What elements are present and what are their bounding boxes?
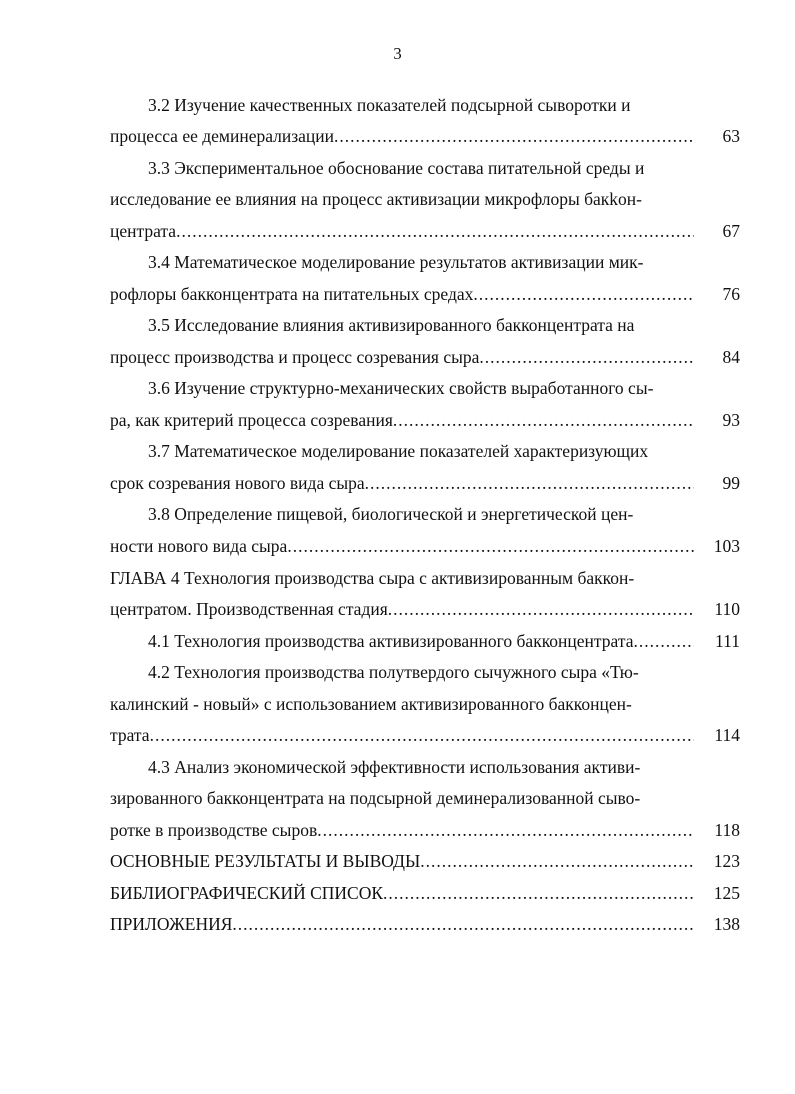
toc-results-text: ОСНОВНЫЕ РЕЗУЛЬТАТЫ И ВЫВОДЫ xyxy=(110,851,421,871)
toc-entry-3-5-page: 84 xyxy=(722,347,740,367)
toc-entry-4-2-page: 114 xyxy=(714,725,740,745)
toc-entry-3-4-page: 76 xyxy=(722,284,740,304)
toc-entry-3-5-last[interactable] xyxy=(110,345,740,369)
toc-entry-4-2-line-1: 4.2 Технология производства полутвердого сычужного сыра «Тю- xyxy=(148,662,639,682)
dot-leader xyxy=(479,345,694,369)
toc-appendices-text: ПРИЛОЖЕНИЯ xyxy=(110,914,233,934)
dot-leader xyxy=(633,629,694,653)
toc-entry-3-3-last[interactable] xyxy=(110,219,740,243)
toc-entry-3-2-page: 63 xyxy=(722,126,740,146)
toc-entry-3-6-last[interactable] xyxy=(110,408,740,432)
toc-chapter-4-text: центратом. Производственная стадия xyxy=(110,599,388,619)
toc-entry-4-2-last[interactable] xyxy=(110,723,740,747)
toc-entry-4-3-text: ротке в производстве сыров xyxy=(110,820,318,840)
toc-entry-4-3-line-1: 4.3 Анализ экономической эффективности использования активи- xyxy=(148,757,641,777)
toc-entry-3-2-last[interactable] xyxy=(110,124,740,148)
toc-entry-4-3-page: 118 xyxy=(714,820,740,840)
toc-entry-3-4-line-1: 3.4 Математическое моделирование результатов активизации мик- xyxy=(148,252,644,272)
toc-chapter-4-line-1: ГЛАВА 4 Технология производства сыра с активизированным баккон- xyxy=(110,568,635,588)
toc-entry-3-5-text: процесс производства и процесс созревания сыра xyxy=(110,347,480,367)
dot-leader xyxy=(388,597,694,621)
toc-entry-4-2-text: трата xyxy=(110,725,150,745)
toc-entry-3-3-page: 67 xyxy=(722,221,740,241)
toc-appendices-page: 138 xyxy=(713,914,740,934)
toc-chapter-4-last[interactable] xyxy=(110,597,740,621)
toc-entry-3-3-line-2: исследование ее влияния на процесс активизации микрофлоры бакkон- xyxy=(110,189,642,209)
toc-appendices[interactable] xyxy=(110,912,740,936)
toc-entry-3-2-text: процесса ее деминерализации xyxy=(110,126,335,146)
toc-entry-3-8-line-1: 3.8 Определение пищевой, биологической и энергетической цен- xyxy=(148,504,634,524)
dot-leader xyxy=(365,471,694,495)
dot-leader xyxy=(420,849,694,873)
toc-entry-3-6-text: ра, как критерий процесса созревания xyxy=(110,410,393,430)
dot-leader xyxy=(232,912,694,936)
dot-leader xyxy=(287,534,694,558)
toc-entry-4-2-line-2: калинский - новый» с использованием активизированного бакконцен- xyxy=(110,694,632,714)
dot-leader xyxy=(317,818,694,842)
toc-results[interactable] xyxy=(110,849,740,873)
toc-entry-4-3-last[interactable] xyxy=(110,818,740,842)
dot-leader xyxy=(334,124,694,148)
page-number: 3 xyxy=(393,44,402,63)
dot-leader xyxy=(393,408,694,432)
toc-entry-4-1-last[interactable] xyxy=(148,629,740,653)
dot-leader xyxy=(176,219,694,243)
toc-entry-3-8-page: 103 xyxy=(713,536,740,556)
toc-results-page: 123 xyxy=(713,851,740,871)
toc-bibliography-page: 125 xyxy=(713,883,740,903)
toc-entry-3-7-last[interactable] xyxy=(110,471,740,495)
toc-entry-3-6-line-1: 3.6 Изучение структурно-механических свойств выработанного сы- xyxy=(148,378,654,398)
toc-entry-3-4-last[interactable] xyxy=(110,282,740,306)
toc-entry-3-7-page: 99 xyxy=(722,473,740,493)
toc-entry-3-4-text: рофлоры бакконцентрата на питательных средах xyxy=(110,284,474,304)
toc-entry-3-7-text: срок созревания нового вида сыра xyxy=(110,473,365,493)
toc-entry-4-3-line-2: зированного бакконцентрата на подсырной деминерализованной сыво- xyxy=(110,788,641,808)
toc-bibliography[interactable] xyxy=(110,881,740,905)
toc-entry-3-5-line-1: 3.5 Исследование влияния активизированного бакконцентрата на xyxy=(148,315,635,335)
dot-leader xyxy=(383,881,694,905)
toc-chapter-4-page: 110 xyxy=(714,599,740,619)
dot-leader xyxy=(150,723,694,747)
toc-entry-4-1-text: 4.1 Технология производства активизированного бакконцентрата xyxy=(148,631,634,651)
dot-leader xyxy=(473,282,694,306)
toc-entry-3-7-line-1: 3.7 Математическое моделирование показателей характеризующих xyxy=(148,441,649,461)
toc-entry-3-8-last[interactable] xyxy=(110,534,740,558)
toc-entry-3-6-page: 93 xyxy=(722,410,740,430)
toc-entry-3-3-text: центрата xyxy=(110,221,177,241)
toc-entry-3-2-line-1: 3.2 Изучение качественных показателей подсырной сыворотки и xyxy=(148,95,631,115)
toc-entry-3-8-text: ности нового вида сыра xyxy=(110,536,288,556)
toc-entry-4-1-page: 111 xyxy=(715,631,740,651)
toc-entry-3-3-line-1: 3.3 Экспериментальное обоснование состава питательной среды и xyxy=(148,158,645,178)
toc-bibliography-text: БИБЛИОГРАФИЧЕСКИЙ СПИСОК xyxy=(110,883,384,903)
